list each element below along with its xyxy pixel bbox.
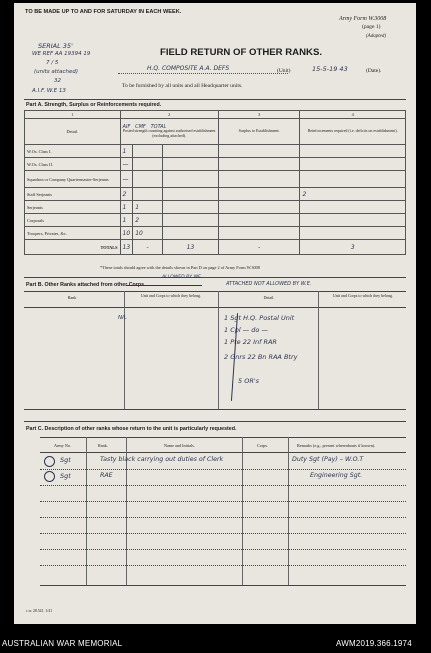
handwritten-fraction: 7 / 5 bbox=[46, 60, 59, 66]
col-divider bbox=[86, 437, 87, 585]
b-entry-detail: 1 Cpl — do — bbox=[224, 326, 268, 334]
row-rule bbox=[40, 485, 406, 486]
c-entry-remarks: Engineering Sgt. bbox=[310, 472, 363, 479]
b-entry-detail: 1 Pte 22 Inf RAR bbox=[224, 338, 277, 346]
rule bbox=[24, 421, 406, 422]
circle-mark bbox=[44, 471, 55, 482]
row-cmf: 1 bbox=[133, 201, 163, 214]
unit-line bbox=[118, 66, 291, 74]
totals-row bbox=[25, 240, 406, 255]
rule bbox=[24, 409, 406, 410]
row-aif: 1 bbox=[120, 201, 133, 214]
row-surplus bbox=[218, 145, 300, 158]
row-cmf: 10 bbox=[133, 227, 163, 240]
row-surplus bbox=[218, 171, 300, 188]
rule bbox=[24, 307, 406, 308]
hand-total: TOTAL bbox=[150, 123, 167, 130]
unit-label: (Unit) bbox=[277, 68, 291, 74]
row-surplus bbox=[218, 188, 300, 201]
b-col-detail: Detail. bbox=[263, 295, 275, 300]
form-title: FIELD RETURN OF OTHER RANKS. bbox=[160, 47, 323, 58]
table-row bbox=[25, 227, 406, 240]
row-label: W.Os. Class II. bbox=[25, 158, 121, 171]
totals-cmf: - bbox=[133, 240, 163, 255]
row-rule bbox=[40, 565, 406, 566]
c-entry-name: Tasty black carrying out duties of Clerk bbox=[100, 456, 224, 463]
row-aif: 10 bbox=[120, 227, 133, 240]
table-row bbox=[25, 145, 406, 158]
handwritten-not-allowed: ATTACHED NOT ALLOWED BY W.E. bbox=[226, 281, 312, 287]
b-entry-detail: 2 Gnrs 22 Bn RAA Btry bbox=[224, 353, 298, 361]
strike-through bbox=[126, 285, 202, 286]
rule bbox=[40, 437, 406, 438]
table-row bbox=[25, 214, 406, 227]
row-reinf bbox=[300, 171, 406, 188]
row-reinf bbox=[300, 201, 406, 214]
row-total bbox=[163, 214, 219, 227]
form-sheet bbox=[14, 3, 416, 624]
hand-aif: AIF bbox=[122, 123, 131, 130]
row-cmf bbox=[133, 158, 163, 171]
row-reinf bbox=[300, 158, 406, 171]
row-total bbox=[163, 188, 219, 201]
table-row bbox=[25, 158, 406, 171]
row-reinf bbox=[300, 227, 406, 240]
totals-note: *These totals should agree with the details shown in Part D on page 2 of Army Form W.3008 bbox=[100, 265, 260, 270]
row-surplus bbox=[218, 214, 300, 227]
col-number: 1 bbox=[25, 111, 121, 119]
row-aif: 1 bbox=[120, 145, 133, 158]
row-rule bbox=[40, 549, 406, 550]
row-cmf: 2 bbox=[133, 214, 163, 227]
row-total bbox=[163, 201, 219, 214]
col-surplus-header: Surplus to Establishment. bbox=[218, 119, 300, 145]
totals-label: TOTALS bbox=[25, 240, 121, 255]
c-col-remarks: Remarks (e.g., present whereabouts if known). bbox=[297, 443, 376, 448]
b-entry-detail: 1 Sgt H.Q. Postal Unit bbox=[224, 314, 295, 322]
col-reinf-header: Reinforcements required (i.e. deficits on establishment). bbox=[300, 119, 406, 145]
row-label: Squadron or Company Quartermaster-Serjeants bbox=[25, 171, 121, 188]
handwritten-unit-name: H.Q. COMPOSITE A.A. DEFS bbox=[147, 65, 230, 72]
col-divider bbox=[288, 437, 289, 585]
row-label: Serjeants bbox=[25, 201, 121, 214]
archive-name: AUSTRALIAN WAR MEMORIAL bbox=[2, 639, 123, 648]
row-aif: — bbox=[120, 158, 133, 171]
b-entry-rank: NIL bbox=[118, 315, 127, 321]
row-label: W.Os. Class I. bbox=[25, 145, 121, 158]
subtitle: To be furnished by all units and all Headquarter units. bbox=[122, 83, 243, 89]
row-total bbox=[163, 145, 219, 158]
row-surplus bbox=[218, 201, 300, 214]
totals-reinf: 3 bbox=[300, 240, 406, 255]
strength-table bbox=[24, 110, 406, 255]
col-divider bbox=[124, 291, 125, 409]
circle-mark bbox=[44, 456, 55, 467]
row-rule bbox=[40, 469, 406, 470]
col-divider bbox=[318, 291, 319, 409]
handwritten-allowed: ALLOWED BY WE bbox=[162, 275, 201, 280]
row-total bbox=[163, 158, 219, 171]
c-col-name: Name and Initials. bbox=[164, 443, 195, 448]
part-c-title: Part C. Description of other ranks whose return to the unit is particularly requested. bbox=[26, 426, 237, 432]
row-surplus bbox=[218, 158, 300, 171]
c-col-corps: Corps. bbox=[257, 443, 269, 448]
b-col-unit1: Unit and Corps to which they belong. bbox=[140, 293, 202, 298]
row-cmf bbox=[133, 171, 163, 188]
handwritten-ref: WE REF AA 19394 19 bbox=[32, 51, 91, 57]
c-entry-rank: Sgt bbox=[60, 456, 71, 464]
date-label: (Date). bbox=[366, 68, 382, 74]
row-aif: — bbox=[120, 171, 133, 188]
col-number: 3 bbox=[218, 111, 300, 119]
row-cmf bbox=[133, 145, 163, 158]
page-ref: (page 1) bbox=[362, 24, 381, 30]
rule bbox=[24, 277, 406, 278]
row-total bbox=[163, 227, 219, 240]
col-divider bbox=[218, 291, 219, 409]
rule bbox=[40, 452, 406, 453]
row-label: Staff Serjeants bbox=[25, 188, 121, 201]
rule bbox=[24, 291, 406, 292]
hand-cmf: CMF bbox=[135, 123, 146, 130]
handwritten-number: 32 bbox=[54, 78, 61, 84]
archive-id: AWM2019.366.1974 bbox=[336, 639, 412, 648]
row-total bbox=[163, 171, 219, 188]
part-b-title: Part B. Other Ranks attached from other Corps. bbox=[26, 282, 146, 288]
form-name: Army Form W.3008 bbox=[339, 16, 387, 22]
row-surplus bbox=[218, 227, 300, 240]
rule bbox=[24, 99, 406, 100]
totals-surplus: - bbox=[218, 240, 300, 255]
row-reinf bbox=[300, 214, 406, 227]
row-label: Troopers, Privates, &c. bbox=[25, 227, 121, 240]
col-number: 2 bbox=[120, 111, 218, 119]
adapted-label: (Adapted) bbox=[366, 34, 386, 39]
handwritten-we: A.I.F. W.E 13 bbox=[32, 88, 66, 94]
c-entry-rank: Sgt bbox=[60, 472, 71, 480]
c-entry-name: RAE bbox=[100, 472, 113, 479]
row-rule bbox=[40, 501, 406, 502]
row-rule bbox=[40, 517, 406, 518]
table-row bbox=[25, 171, 406, 188]
row-cmf bbox=[133, 188, 163, 201]
col-detail-header: Detail. bbox=[25, 119, 121, 145]
row-rule bbox=[40, 533, 406, 534]
part-a-title: Part A. Strength, Surplus or Reinforcements required. bbox=[26, 102, 162, 108]
totals-total: 13 bbox=[163, 240, 219, 255]
row-reinf bbox=[300, 145, 406, 158]
print-code: c.w. 28.541. 1/41 bbox=[26, 609, 53, 613]
b-entry-detail: 5 OR's bbox=[238, 377, 260, 385]
table-row bbox=[25, 188, 406, 201]
col-number: 4 bbox=[300, 111, 406, 119]
row-label: Corporals bbox=[25, 214, 121, 227]
row-reinf: 2 bbox=[300, 188, 406, 201]
b-col-unit2: Unit and Corps to which they belong. bbox=[332, 293, 394, 298]
rule bbox=[40, 585, 406, 586]
totals-aif: 13 bbox=[120, 240, 133, 255]
row-aif: 2 bbox=[120, 188, 133, 201]
c-entry-remarks: Duty Sgt (Pay) – W.O.T bbox=[292, 456, 364, 463]
c-col-armyno: Army No. bbox=[54, 443, 71, 448]
handwritten-date: 15-5-19 43 bbox=[312, 65, 348, 73]
table-row bbox=[25, 201, 406, 214]
row-aif: 1 bbox=[120, 214, 133, 227]
handwritten-units-attached: (units attached) bbox=[34, 69, 78, 75]
form-instruction: TO BE MADE UP TO AND FOR SATURDAY IN EACH WEEK. bbox=[25, 9, 182, 15]
handwritten-serial: SERIAL 35' bbox=[38, 42, 73, 50]
col-posted-header bbox=[120, 119, 218, 145]
posted-label: Posted strength counting against authorised establishment (excluding attached). bbox=[122, 128, 216, 138]
c-col-rank: Rank. bbox=[98, 443, 108, 448]
b-col-rank: Rank bbox=[67, 295, 77, 300]
col-divider bbox=[242, 437, 243, 585]
